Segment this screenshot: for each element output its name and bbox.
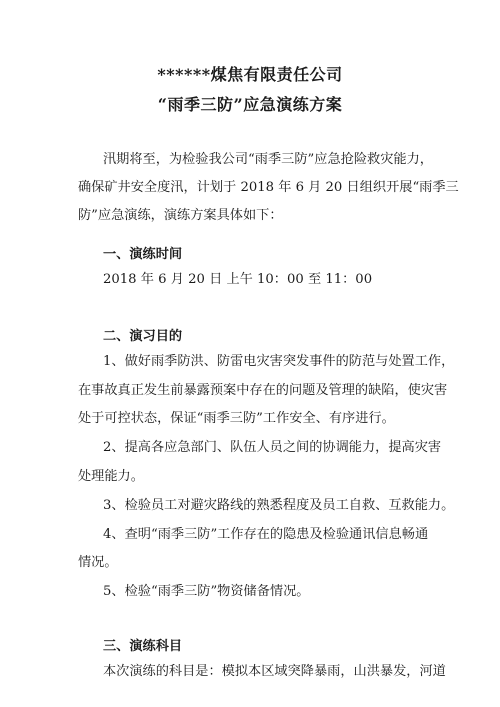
- purpose-line: 在事故真正发生前暴露预案中存在的问题及管理的缺陷，使灾害: [78, 383, 448, 398]
- intro-line: 防”应急演练，演练方案具体如下：: [78, 208, 283, 223]
- purpose-line: 4、查明“雨季三防”工作存在的隐患及检验通讯信息畅通: [103, 527, 429, 542]
- purpose-line: 2、提高各应急部门、队伍人员之间的协调能力，提高灾害: [103, 440, 442, 455]
- drill-time-text: 2018 年 6 月 20 日 上午 10：00 至 11：00: [103, 272, 373, 287]
- purpose-line: 处于可控状态，保证“雨季三防”工作安全、有序进行。: [78, 411, 395, 426]
- section-heading-purpose: 二、演习目的: [103, 329, 183, 344]
- purpose-line: 处理能力。: [78, 469, 144, 484]
- purpose-line: 1、做好雨季防洪、防雷电灾害突发事件的防范与处置工作，: [103, 354, 455, 369]
- document-title-company: ******煤焦有限责任公司: [157, 65, 343, 84]
- intro-line: 确保矿井安全度汛，计划于 2018 年 6 月 20 日组织开展“雨季三: [78, 180, 459, 195]
- intro-line: 汛期将至，为检验我公司“雨季三防”应急抢险救灾能力，: [103, 152, 433, 167]
- purpose-line: 情况。: [78, 555, 118, 570]
- document-title-plan: “雨季三防”应急演练方案: [157, 95, 343, 114]
- subject-line: 本次演练的科目是：模拟本区域突降暴雨，山洪暴发，河道: [103, 664, 446, 679]
- section-heading-subject: 三、演练科目: [103, 639, 183, 654]
- purpose-line: 3、检验员工对避灾路线的熟悉程度及员工自救、互救能力。: [103, 498, 455, 513]
- purpose-line: 5、检验“雨季三防”物资储备情况。: [103, 584, 310, 599]
- section-heading-time: 一、演练时间: [103, 247, 183, 262]
